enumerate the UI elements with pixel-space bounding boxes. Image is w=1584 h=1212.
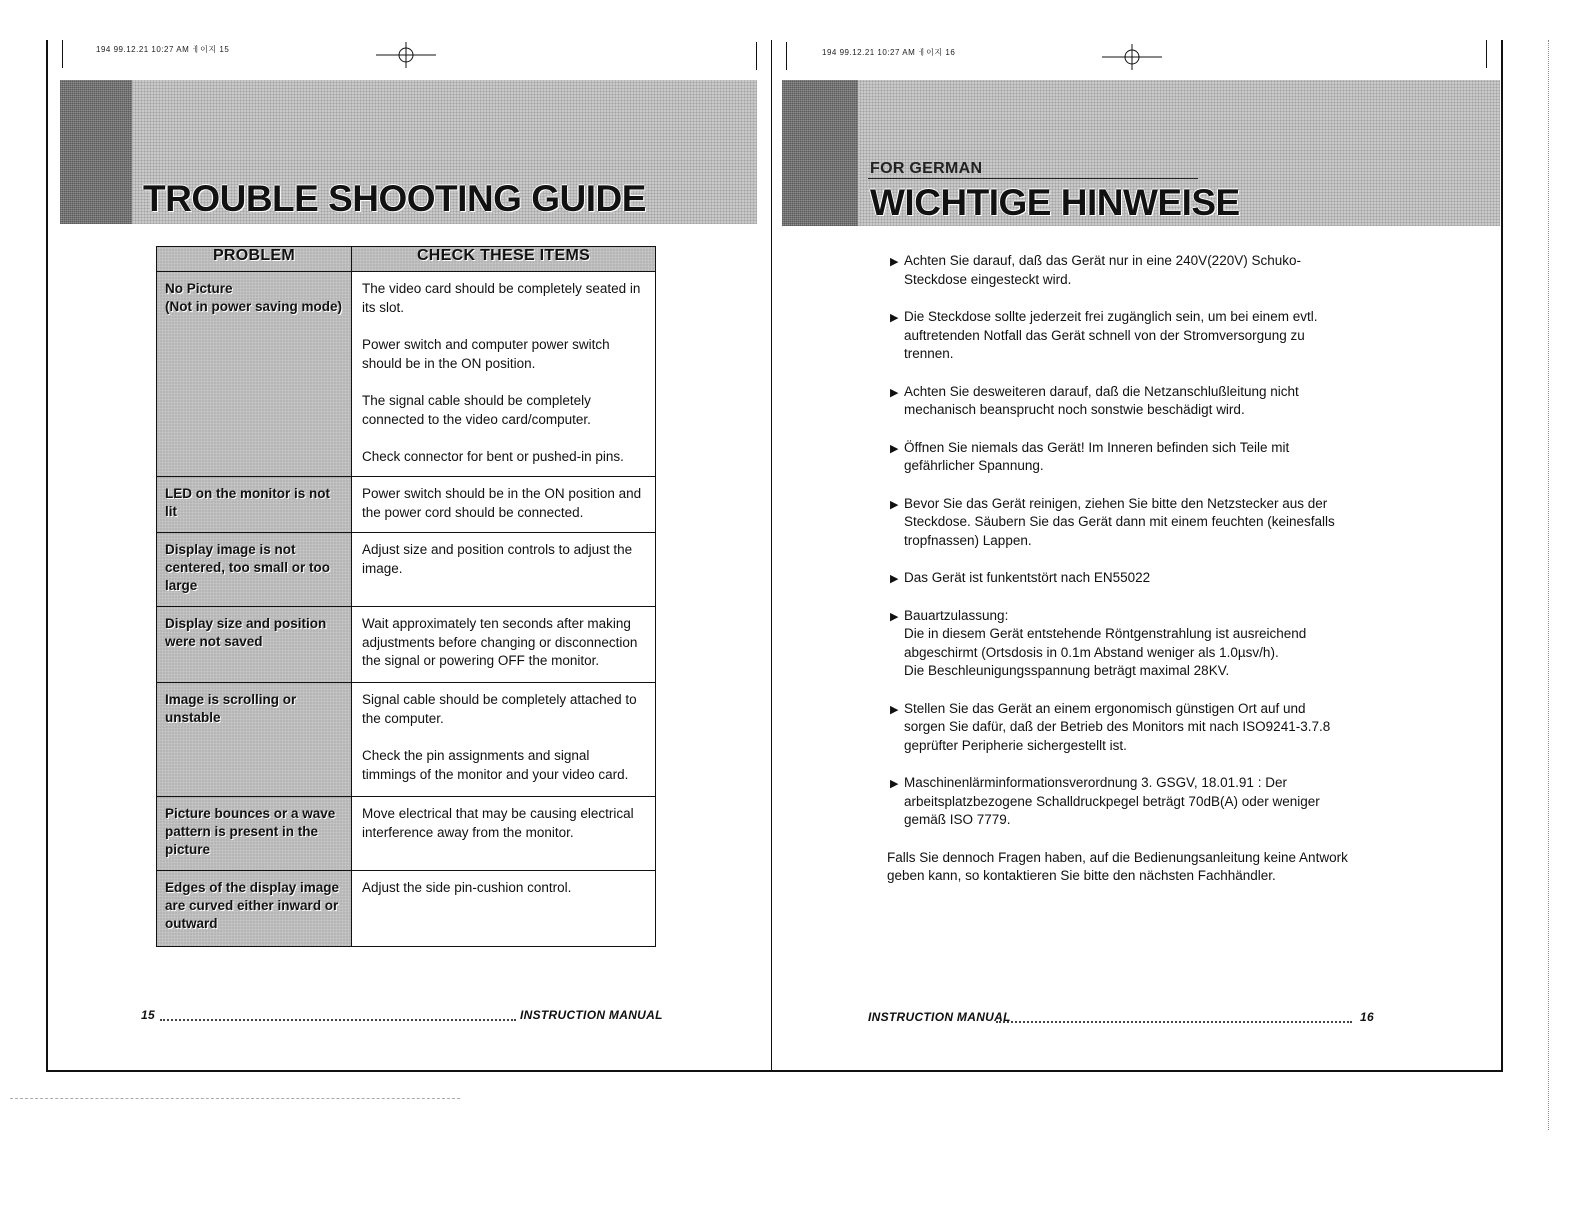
print-stamp-left: 194 99.12.21 10:27 AM ㅔ이지 15 (96, 45, 230, 54)
page-subtitle: FOR GERMAN (870, 160, 983, 177)
bullet-arrow-icon: ▶ (890, 573, 899, 585)
table-row (157, 477, 656, 533)
registration-mark-icon (374, 40, 438, 70)
page-number-right: 16 (1360, 1010, 1374, 1024)
check-item: Signal cable should be completely attached to the computer. (362, 692, 637, 726)
bullet-arrow-icon: ▶ (890, 498, 899, 511)
bottom-frame-line (46, 1070, 1503, 1072)
check-item: The signal cable should be completely connected to the video card/computer. (362, 393, 591, 427)
check-item: Power switch should be in the ON position and the power cord should be connected. (362, 486, 642, 520)
right-frame-line (1501, 40, 1503, 1072)
check-cell (352, 683, 656, 797)
check-item: Adjust the side pin-cushion control. (362, 880, 572, 895)
bullet-arrow-icon: ▶ (890, 610, 899, 623)
scan-bottom-stray-line (10, 1098, 460, 1099)
list-item: ▶ Öffnen Sie niemals das Gerät! Im Inneren befinden sich Teile mit gefährlicher Spannung. (890, 439, 1290, 473)
center-tick-left (756, 42, 757, 70)
table-header-row (157, 247, 656, 272)
list-item: ▶ Das Gerät ist funkentstört nach EN55022 (888, 569, 1348, 588)
footer-dot-leader (996, 1021, 1352, 1023)
footer-label-right: INSTRUCTION MANUAL (868, 1010, 1011, 1024)
table-row (157, 683, 656, 797)
check-item: Adjust size and position controls to adjust the image. (362, 542, 633, 576)
trouble-table-wrap (156, 246, 656, 947)
check-item: Move electrical that may be causing electrical interference away from the monitor. (362, 806, 634, 840)
right-header-block (782, 80, 858, 226)
problem-cell: LED on the monitor is not lit (157, 477, 352, 533)
bullet-arrow-icon: ▶ (890, 778, 899, 790)
list-item: ▶ Bevor Sie das Gerät reinigen, ziehen Sie bitte den Netzstecker aus der Steckdose. Säubern Sie das Gerät dann mit einem feuchten (keinesfalls tropfnassen) Lappen. (890, 495, 1335, 548)
check-item: Power switch and computer power switch should be in the ON position. (362, 337, 610, 371)
footer-dot-leader (160, 1019, 516, 1021)
table-row (157, 797, 656, 871)
footer-label-left: INSTRUCTION MANUAL (520, 1008, 663, 1022)
table-row (157, 871, 656, 947)
check-cell (352, 871, 656, 947)
check-cell (352, 533, 656, 607)
hinweis-list (888, 252, 1348, 886)
check-cell (352, 797, 656, 871)
check-item: Wait approximately ten seconds after making adjustments before changing or disconnection the signal or powering OFF the monitor. (362, 616, 638, 668)
list-item: ▶ Stellen Sie das Gerät an einem ergonomisch günstigen Ort auf und sorgen Sie dafür, daß der Betrieb des Monitors mit nach ISO9241-3.7.8 geprüfter Peripherie sichergestellt ist. (890, 700, 1331, 753)
center-divider-line (771, 40, 772, 1072)
trouble-shooting-table (156, 246, 656, 947)
table-row (157, 533, 656, 607)
check-cell (352, 272, 656, 477)
scan-edge-right (1548, 40, 1559, 1130)
right-tick-mark (1486, 40, 1487, 68)
problem-cell: Display image is not centered, too small or too large (157, 533, 352, 607)
table-row (157, 607, 656, 683)
registration-mark-icon (1100, 42, 1164, 72)
list-item: ▶ Maschinenlärminformationsverordnung 3. GSGV, 18.01.91 : Der arbeitsplatzbezogene Schalldruckpegel beträgt 70dB(A) oder weniger gemäß ISO 7779. (890, 775, 1320, 827)
problem-cell: Image is scrolling or unstable (157, 683, 352, 797)
left-tick-mark (62, 40, 63, 68)
bullet-arrow-icon: ▶ (890, 312, 899, 324)
subtitle-underline (868, 178, 1198, 179)
list-item: ▶ Bauartzulassung: Die in diesem Gerät entstehende Röntgenstrahlung ist ausreichend abgeschirmt (Ortsdosis in 0.1m Abstand weniger als 1.0µsv/h). Die Beschleunigungsspannung beträgt maximal 28KV. (890, 607, 1307, 678)
problem-cell: Picture bounces or a wave pattern is present in the picture (157, 797, 352, 871)
table-row (157, 272, 656, 477)
page-title: TROUBLE SHOOTING GUIDE (143, 178, 646, 219)
center-tick-right (786, 42, 787, 70)
check-cell (352, 477, 656, 533)
problem-cell: Display size and position were not saved (157, 607, 352, 683)
problem-column-header: PROBLEM (157, 247, 352, 272)
list-item: ▶ Achten Sie darauf, daß das Gerät nur in eine 240V(220V) Schuko-Steckdose eingesteckt wird. (890, 253, 1301, 287)
list-item: ▶ Die Steckdose sollte jederzeit frei zugänglich sein, um bei einem evtl. auftretenden Notfall das Gerät schnell von der Stromversorgung zu trennen. (890, 309, 1318, 361)
bullet-arrow-icon: ▶ (890, 386, 899, 399)
left-header-block (60, 80, 132, 224)
bullet-arrow-icon: ▶ (890, 442, 899, 455)
problem-cell: Edges of the display image are curved either inward or outward (157, 871, 352, 947)
check-column-header: CHECK THESE ITEMS (352, 247, 656, 272)
closing-paragraph: Falls Sie dennoch Fragen haben, auf die Bedienungsanleitung keine Antwork geben kann, so kontaktieren Sie bitte den nächsten Fachhändler. (887, 849, 1348, 883)
print-stamp-right: 194 99.12.21 10:27 AM ㅔ이지 16 (822, 48, 956, 57)
check-item: The video card should be completely seated in its slot. (362, 281, 641, 315)
problem-cell: No Picture (Not in power saving mode) (157, 272, 352, 477)
page-title-german: WICHTIGE HINWEISE (870, 182, 1240, 223)
page-number-left: 15 (141, 1008, 155, 1022)
bullet-arrow-icon: ▶ (890, 256, 899, 268)
check-item: Check the pin assignments and signal timmings of the monitor and your video card. (362, 748, 629, 782)
bullet-arrow-icon: ▶ (890, 703, 899, 716)
list-item: ▶ Achten Sie desweiteren darauf, daß die Netzanschlußleitung nicht mechanisch beansprucht noch sonstwie beschädigt wird. (890, 383, 1299, 417)
check-item: Check connector for bent or pushed-in pins. (362, 449, 624, 464)
left-frame-line (46, 40, 48, 1072)
check-cell (352, 607, 656, 683)
